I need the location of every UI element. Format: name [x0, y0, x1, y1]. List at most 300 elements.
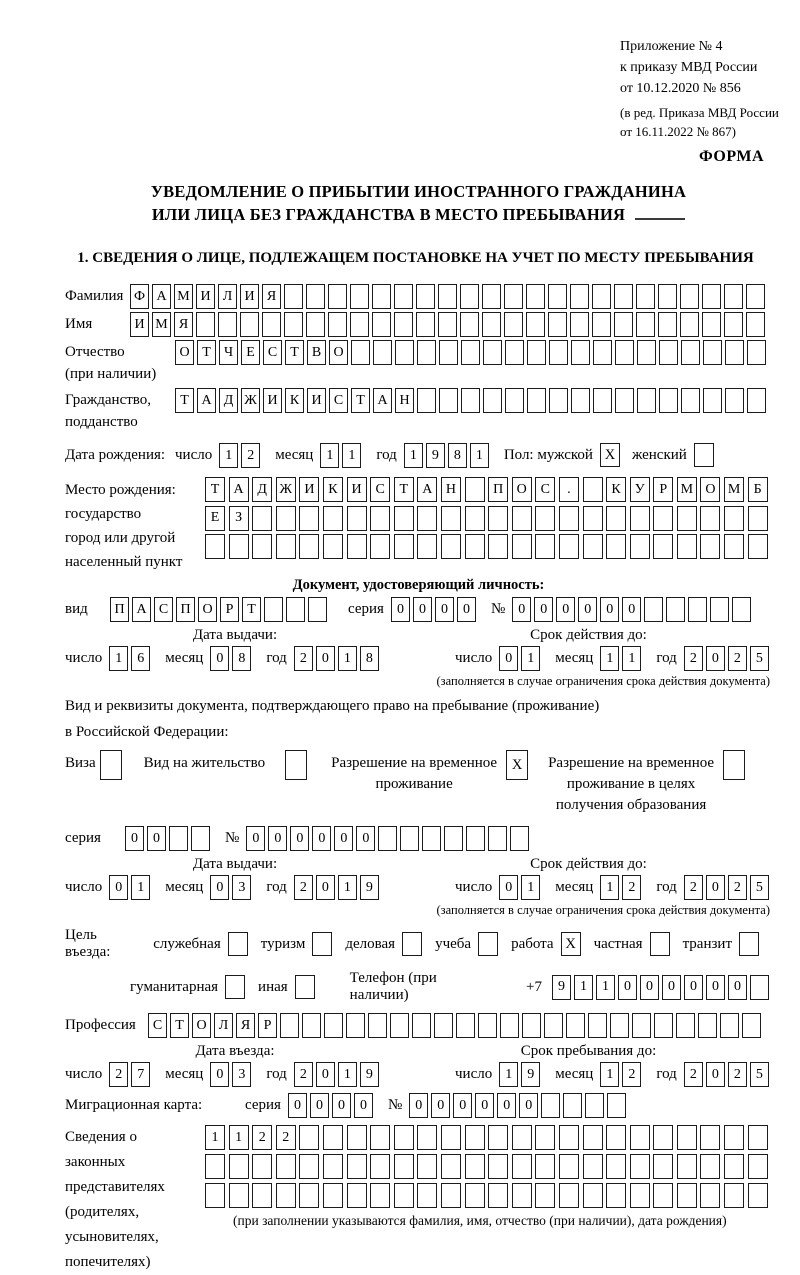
legal-label-line4: (родителях,: [65, 1204, 140, 1220]
char-cell: [276, 1183, 296, 1208]
citizenship-label: [65, 388, 175, 433]
doc-issue-heading: Дата выдачи:: [192, 627, 278, 643]
char-cell: [630, 1154, 650, 1179]
birthdate-year-label: год: [376, 447, 397, 463]
char-cell: [390, 1013, 409, 1038]
char-cell: [284, 312, 303, 337]
char-cell: [724, 1183, 744, 1208]
char-cell: 0: [453, 1093, 472, 1118]
legal-representatives-block: [65, 1125, 772, 1275]
char-cell: [324, 1013, 343, 1038]
char-cell: 1: [521, 646, 540, 671]
char-cell: [615, 340, 634, 365]
char-cell: 0: [310, 1093, 329, 1118]
char-cell: К: [606, 477, 626, 502]
char-cell: 5: [750, 646, 769, 671]
char-cell: [592, 312, 611, 337]
char-cell: [606, 506, 626, 531]
char-cell: И: [347, 477, 367, 502]
permit-issue-column: [65, 856, 405, 918]
legal-cells-row2: [205, 1154, 771, 1179]
char-cell: Л: [218, 284, 237, 309]
char-cell: 0: [391, 597, 410, 622]
char-cell: 2: [728, 875, 747, 900]
char-cell: Р: [258, 1013, 277, 1038]
char-cell: [372, 312, 391, 337]
char-cell: [370, 1183, 390, 1208]
char-cell: П: [110, 597, 129, 622]
doc-series-label: серия: [348, 601, 384, 617]
citizenship-row: [65, 388, 772, 433]
char-cell: [724, 312, 743, 337]
legal-label-line2: законных: [65, 1154, 126, 1170]
char-cell: Ж: [241, 388, 260, 413]
birthplace-label-line2: государство: [65, 506, 142, 522]
char-cell: [593, 388, 612, 413]
purpose-official: [153, 932, 248, 956]
char-cell: Я: [262, 284, 281, 309]
char-cell: [205, 1154, 225, 1179]
char-cell: [394, 284, 413, 309]
purpose-private-checkbox: [650, 932, 670, 956]
char-cell: [592, 284, 611, 309]
char-cell: [395, 340, 414, 365]
char-cell: 0: [556, 597, 575, 622]
char-cell: [654, 1013, 673, 1038]
char-cell: [350, 312, 369, 337]
purpose-business-label: деловая: [345, 935, 396, 952]
char-cell: [700, 1125, 720, 1150]
char-cell: [368, 1013, 387, 1038]
char-cell: 9: [552, 975, 571, 1000]
char-cell: [526, 284, 545, 309]
char-cell: [191, 826, 210, 851]
char-cell: 0: [409, 1093, 428, 1118]
char-cell: [488, 1154, 508, 1179]
permit-valid-note: (заполняется в случае ограничения срока действия документа): [436, 903, 770, 917]
char-cell: 9: [521, 1062, 540, 1087]
char-cell: [702, 284, 721, 309]
purpose-humanitarian-checkbox: [225, 975, 245, 999]
char-cell: А: [229, 477, 249, 502]
firstname-row: [65, 312, 772, 337]
char-cell: 1: [622, 646, 641, 671]
char-cell: [512, 506, 532, 531]
char-cell: [482, 284, 501, 309]
char-cell: 2: [252, 1125, 272, 1150]
char-cell: 0: [457, 597, 476, 622]
temp-residence-permit-checkbox: X: [506, 750, 528, 780]
char-cell: 1: [404, 443, 423, 468]
char-cell: [522, 1013, 541, 1038]
char-cell: [412, 1013, 431, 1038]
char-cell: 1: [600, 875, 619, 900]
char-cell: [637, 388, 656, 413]
char-cell: [417, 1183, 437, 1208]
firstname-cells: [130, 312, 768, 337]
char-cell: Р: [653, 477, 673, 502]
char-cell: [465, 534, 485, 559]
char-cell: [588, 1013, 607, 1038]
char-cell: 0: [499, 646, 518, 671]
purpose-private: [594, 932, 670, 956]
char-cell: [483, 340, 502, 365]
form-title-line1: УВЕДОМЛЕНИЕ О ПРИБЫТИИ ИНОСТРАННОГО ГРАЖДАНИНА: [150, 182, 687, 201]
section1-fields: [65, 284, 772, 1275]
purpose-label: Цель въезда:: [65, 927, 111, 960]
permit-valid-month-cells: [600, 875, 644, 900]
birthplace-cells-row3: [205, 534, 771, 559]
char-cell: [583, 506, 603, 531]
annex-reference: [620, 36, 779, 141]
char-cell: [606, 1125, 626, 1150]
char-cell: [323, 1154, 343, 1179]
char-cell: [583, 534, 603, 559]
char-cell: [585, 1093, 604, 1118]
char-cell: Т: [242, 597, 261, 622]
char-cell: [488, 1183, 508, 1208]
char-cell: [394, 506, 414, 531]
char-cell: [434, 1013, 453, 1038]
birthdate-month-label: месяц: [275, 447, 314, 463]
char-cell: [748, 506, 768, 531]
char-cell: [441, 1125, 461, 1150]
stay-until-heading: Срок пребывания до:: [520, 1043, 657, 1059]
char-cell: А: [152, 284, 171, 309]
char-cell: Н: [441, 477, 461, 502]
char-cell: Т: [351, 388, 370, 413]
residence-permit-checkbox: [285, 750, 307, 780]
char-cell: [636, 284, 655, 309]
char-cell: 1: [499, 1062, 518, 1087]
annex-note-line-1: (в ред. Приказа МВД России: [620, 105, 779, 120]
char-cell: [593, 340, 612, 365]
char-cell: [328, 284, 347, 309]
char-cell: М: [152, 312, 171, 337]
permit-valid-heading: Срок действия до:: [530, 856, 647, 872]
char-cell: Ч: [219, 340, 238, 365]
char-cell: 9: [360, 875, 379, 900]
char-cell: [441, 534, 461, 559]
char-cell: [441, 1183, 461, 1208]
char-cell: 1: [521, 875, 540, 900]
citizenship-cells: [175, 388, 769, 413]
char-cell: 0: [268, 826, 287, 851]
char-cell: [681, 340, 700, 365]
permit-issue-heading: Дата выдачи:: [192, 856, 278, 872]
char-cell: [299, 1125, 319, 1150]
permit-valid-column: [405, 856, 772, 918]
purpose-study-checkbox: [478, 932, 498, 956]
patronymic-label: [65, 340, 175, 385]
char-cell: [614, 312, 633, 337]
permit-issue-year-label: год: [266, 879, 287, 895]
char-cell: [347, 1154, 367, 1179]
char-cell: Л: [214, 1013, 233, 1038]
char-cell: [323, 1125, 343, 1150]
birthplace-row: [65, 477, 772, 574]
char-cell: [748, 1183, 768, 1208]
char-cell: 0: [312, 826, 331, 851]
annex-line-1: Приложение № 4: [620, 39, 723, 54]
char-cell: [607, 1093, 626, 1118]
migration-card-label: Миграционная карта:: [65, 1097, 203, 1113]
char-cell: [323, 506, 343, 531]
char-cell: .: [559, 477, 579, 502]
doc-valid-year-cells: [684, 646, 772, 671]
char-cell: [373, 340, 392, 365]
doc-issue-month-cells: [210, 646, 254, 671]
char-cell: [724, 1125, 744, 1150]
char-cell: 0: [290, 826, 309, 851]
entry-month-label: месяц: [165, 1066, 204, 1082]
char-cell: [328, 312, 347, 337]
char-cell: 1: [338, 875, 357, 900]
char-cell: [630, 1125, 650, 1150]
char-cell: [559, 1183, 579, 1208]
char-cell: [700, 534, 720, 559]
char-cell: [466, 826, 485, 851]
char-cell: 1: [338, 1062, 357, 1087]
char-cell: 1: [205, 1125, 225, 1150]
entry-year-cells: [294, 1062, 382, 1087]
char-cell: К: [285, 388, 304, 413]
char-cell: 0: [622, 597, 641, 622]
temp-residence-education-label-line1: Разрешение на временное: [548, 755, 715, 771]
char-cell: 7: [131, 1062, 150, 1087]
char-cell: С: [370, 477, 390, 502]
char-cell: 0: [706, 975, 725, 1000]
char-cell: 0: [499, 875, 518, 900]
residence-doc-intro-line1: Вид и реквизиты документа, подтверждающего право на пребывание (проживание): [65, 698, 600, 714]
entry-month-cells: [210, 1062, 254, 1087]
char-cell: Ж: [276, 477, 296, 502]
permit-valid-day-label: число: [455, 879, 493, 895]
char-cell: 1: [219, 443, 238, 468]
form-title: [65, 180, 772, 226]
char-cell: [535, 1154, 555, 1179]
legal-representatives-label: [65, 1125, 205, 1275]
char-cell: [583, 477, 603, 502]
doc-type-label: вид: [65, 601, 88, 617]
entry-dates-block: [65, 1043, 772, 1087]
char-cell: [510, 826, 529, 851]
char-cell: 1: [109, 646, 128, 671]
char-cell: [394, 1125, 414, 1150]
char-cell: [742, 1013, 761, 1038]
char-cell: Т: [205, 477, 225, 502]
legal-label-line6: попечителях): [65, 1254, 151, 1270]
char-cell: [370, 534, 390, 559]
stay-until-column: [405, 1043, 772, 1087]
char-cell: В: [307, 340, 326, 365]
char-cell: [252, 1183, 272, 1208]
surname-row: [65, 284, 772, 309]
char-cell: М: [724, 477, 744, 502]
char-cell: [747, 340, 766, 365]
legal-caption: (при заполнении указываются фамилия, имя, отчество (при наличии), дата рождения): [233, 1213, 727, 1228]
entry-year-label: год: [266, 1066, 287, 1082]
permit-issue-year-cells: [294, 875, 382, 900]
char-cell: 1: [470, 443, 489, 468]
doc-valid-column: [405, 627, 772, 689]
char-cell: 2: [294, 646, 313, 671]
char-cell: [461, 388, 480, 413]
char-cell: 0: [354, 1093, 373, 1118]
char-cell: С: [148, 1013, 167, 1038]
purpose-study: [435, 932, 498, 956]
char-cell: [747, 388, 766, 413]
birthdate-day-cells: [219, 443, 263, 468]
char-cell: [535, 1183, 555, 1208]
char-cell: [549, 388, 568, 413]
char-cell: [417, 1125, 437, 1150]
char-cell: [559, 534, 579, 559]
char-cell: [559, 1125, 579, 1150]
char-cell: [732, 597, 751, 622]
permit-valid-day-cells: [499, 875, 543, 900]
permit-valid-month-label: месяц: [555, 879, 594, 895]
char-cell: [351, 340, 370, 365]
char-cell: [504, 284, 523, 309]
stay-month-label: месяц: [555, 1066, 594, 1082]
stay-year-label: год: [656, 1066, 677, 1082]
char-cell: [346, 1013, 365, 1038]
char-cell: [512, 1183, 532, 1208]
birthplace-cells-row2: [205, 506, 771, 531]
entry-date-column: [65, 1043, 405, 1087]
char-cell: [527, 340, 546, 365]
char-cell: 0: [728, 975, 747, 1000]
char-cell: [460, 284, 479, 309]
char-cell: 0: [210, 875, 229, 900]
permit-series-label: серия: [65, 830, 101, 846]
permit-valid-date: [405, 875, 772, 900]
char-cell: [306, 312, 325, 337]
char-cell: Т: [285, 340, 304, 365]
char-cell: Т: [197, 340, 216, 365]
char-cell: [488, 534, 508, 559]
char-cell: [465, 477, 485, 502]
stay-month-cells: [600, 1062, 644, 1087]
char-cell: [252, 534, 272, 559]
migration-card-number-label: №: [387, 1097, 403, 1113]
doc-valid-year-label: год: [656, 650, 677, 666]
entry-date: [65, 1062, 405, 1087]
legal-label-line5: усыновителях,: [65, 1229, 159, 1245]
char-cell: [264, 597, 283, 622]
char-cell: [500, 1013, 519, 1038]
char-cell: [441, 1154, 461, 1179]
char-cell: [483, 388, 502, 413]
char-cell: 2: [109, 1062, 128, 1087]
char-cell: 2: [276, 1125, 296, 1150]
birthplace-cells-stack: [205, 477, 771, 563]
char-cell: Е: [241, 340, 260, 365]
char-cell: [700, 1183, 720, 1208]
char-cell: 8: [360, 646, 379, 671]
char-cell: 0: [497, 1093, 516, 1118]
visa-label: Виза: [65, 755, 96, 771]
char-cell: [488, 1125, 508, 1150]
char-cell: [548, 284, 567, 309]
char-cell: 1: [596, 975, 615, 1000]
char-cell: 0: [512, 597, 531, 622]
birthplace-cells-row1: [205, 477, 771, 502]
char-cell: [614, 284, 633, 309]
char-cell: У: [630, 477, 650, 502]
char-cell: [417, 534, 437, 559]
sex-female-label: женский: [631, 447, 687, 463]
doc-issue-day-label: число: [65, 650, 103, 666]
char-cell: [680, 284, 699, 309]
stay-day-label: число: [455, 1066, 493, 1082]
char-cell: [416, 284, 435, 309]
doc-valid-month-cells: [600, 646, 644, 671]
char-cell: С: [535, 477, 555, 502]
birthdate-label: Дата рождения:: [65, 447, 166, 463]
surname-cells: [130, 284, 768, 309]
char-cell: [748, 534, 768, 559]
char-cell: [229, 534, 249, 559]
char-cell: [606, 534, 626, 559]
char-cell: [566, 1013, 585, 1038]
char-cell: [478, 1013, 497, 1038]
char-cell: 3: [232, 875, 251, 900]
migration-card-number-cells: [409, 1093, 629, 1118]
birthdate-row: [65, 443, 772, 468]
char-cell: [512, 1154, 532, 1179]
permit-series-row: [65, 826, 772, 851]
char-cell: [659, 340, 678, 365]
char-cell: 0: [210, 1062, 229, 1087]
purpose-other: [258, 975, 315, 999]
doc-issue-date: [65, 646, 405, 671]
char-cell: З: [229, 506, 249, 531]
char-cell: И: [240, 284, 259, 309]
patronymic-label-line2: (при наличии): [65, 366, 157, 382]
char-cell: [724, 1154, 744, 1179]
permit-series-cells: [125, 826, 213, 851]
legal-label-line1: Сведения о: [65, 1129, 137, 1145]
char-cell: 1: [600, 646, 619, 671]
char-cell: Я: [174, 312, 193, 337]
char-cell: [688, 597, 707, 622]
char-cell: [417, 1154, 437, 1179]
char-cell: [571, 340, 590, 365]
citizenship-label-line1: Гражданство,: [65, 392, 152, 408]
purpose-work-checkbox: X: [561, 932, 581, 956]
char-cell: [680, 312, 699, 337]
char-cell: 2: [684, 646, 703, 671]
char-cell: [677, 1154, 697, 1179]
char-cell: [637, 340, 656, 365]
char-cell: 0: [578, 597, 597, 622]
purpose-humanitarian-label: гуманитарная: [130, 978, 219, 995]
char-cell: 8: [232, 646, 251, 671]
char-cell: [615, 388, 634, 413]
birthdate-day-label: число: [175, 447, 213, 463]
char-cell: 2: [294, 875, 313, 900]
char-cell: [710, 597, 729, 622]
char-cell: И: [130, 312, 149, 337]
char-cell: [417, 340, 436, 365]
char-cell: 0: [706, 875, 725, 900]
char-cell: [583, 1183, 603, 1208]
char-cell: [720, 1013, 739, 1038]
char-cell: [659, 388, 678, 413]
char-cell: [394, 312, 413, 337]
